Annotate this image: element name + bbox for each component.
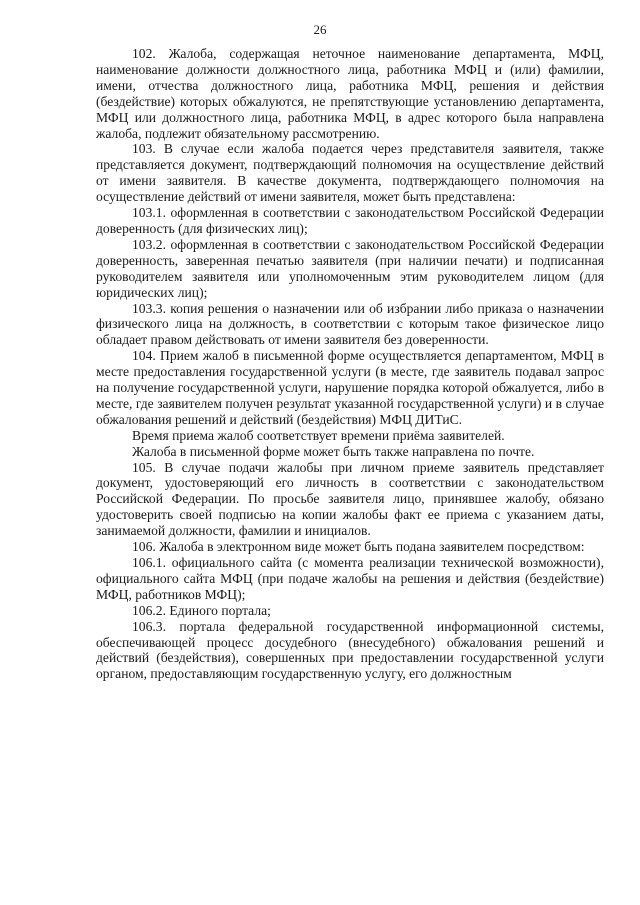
paragraph-106: 106. Жалоба в электронном виде может быть подана заявителем посредством: <box>132 539 585 555</box>
paragraph-106-2: 106.2. Единого портала; <box>132 602 271 618</box>
paragraph-103-2: 103.2. оформленная в соответствии с законодательством Российской Федерации доверенность, заверенная печатью заявителя (при наличии печати) и подписанная руководителем заявителя или уполномоченным этим руководителем лицом (для юридических лиц); <box>96 236 604 300</box>
paragraph-104: 104. Прием жалоб в письменной форме осуществляется департаментом, МФЦ в месте предоставления государственной услуги (в месте, где заявитель подавал запрос на получение государственной услуги, нарушение порядка которой обжалуется, либо в месте, где заявителем получен результат указанной государственной услуги) и в случае обжалования решений и действий (бездействия) МФЦ ДИТиС. <box>96 348 604 427</box>
paragraph-102: 102. Жалоба, содержащая неточное наименование департамента, МФЦ, наименование должности должностного лица, работника МФЦ и (или) фамилии, имени, отчества должностного лица, работника МФЦ, решения и действия (бездействие) которых обжалуются, не препятствующие установлению департамента, МФЦ или должностного лица, работника МФЦ, в адрес которого была направлена жалоба, подлежит обязательному рассмотрению. <box>96 46 604 141</box>
paragraph-105: 105. В случае подачи жалобы при личном приеме заявитель представляет документ, удостоверяющий его личность в соответствии с законодательством Российской Федерации. По просьбе заявителя лицо, принявшее жалобу, обязано удостоверить своей подписью на копии жалобы факт ее приема с указанием даты, занимаемой должности, фамилии и инициалов. <box>96 459 604 539</box>
paragraph-103: 103. В случае если жалоба подается через представителя заявителя, также представляется документ, подтверждающий полномочия на осуществление действий от имени заявителя. В качестве документа, подтверждающего полномочия на осуществление действий от имени заявителя, может быть представлена: <box>96 141 604 205</box>
paragraph-reception-time: Время приема жалоб соответствует времени приёма заявителей. <box>132 427 505 443</box>
paragraph-103-3: 103.3. копия решения о назначении или об избрании либо приказа о назначении физического лица на должность, в соответствии с которым такое физическое лицо обладает правом действовать от имени заявителя без доверенности. <box>96 300 604 348</box>
paragraph-postal-submission: Жалоба в письменной форме может быть также направлена по почте. <box>132 443 535 459</box>
page-number: 26 <box>313 22 327 37</box>
paragraph-103-1: 103.1. оформленная в соответствии с законодательством Российской Федерации доверенность (для физических лиц); <box>96 205 604 236</box>
paragraph-106-3: 106.3. портала федеральной государственной информационной системы, обеспечивающей процесс досудебного (внесудебного) обжалования решений и действий (бездействия), совершенных при предоставлении государственной услуги органом, предоставляющим государственную услугу, его должностным <box>96 618 604 682</box>
paragraph-106-1: 106.1. официального сайта (с момента реализации технической возможности), официального сайта МФЦ (при подаче жалобы на решения и действия (бездействие) МФЦ, работников МФЦ); <box>96 555 604 602</box>
document-body <box>96 46 604 682</box>
